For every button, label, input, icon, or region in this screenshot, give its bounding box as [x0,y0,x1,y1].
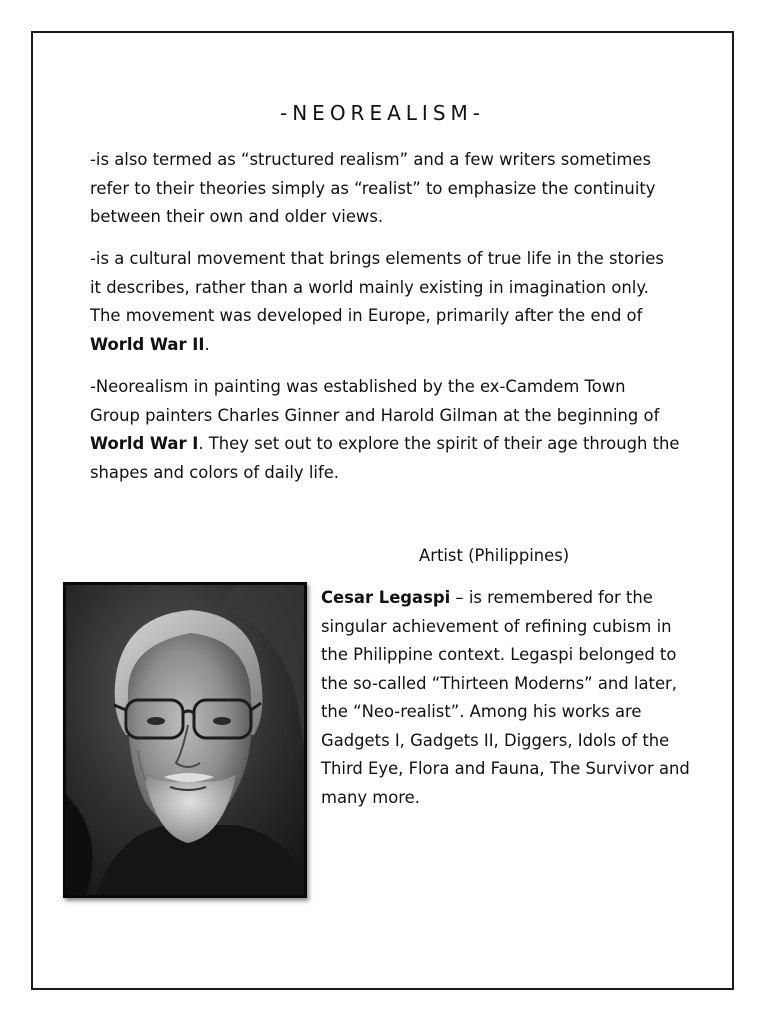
artist-description: – is remembered for the singular achievement of refining cubism in the Philippine context. Legaspi belonged to the so-called “Thirteen Moderns” and later, the “Neo-realist”. Among his works are Gadgets I, Gadgets II, Diggers, Idols of the Third Eye, Flora and Fauna, The Survivor and many more. [321,588,690,807]
artist-section-heading: Artist (Philippines) [419,546,570,565]
paragraph-structured-realism [90,146,680,232]
paragraph-text: -is also termed as “structured realism” and a few writers sometimes refer to their theories simply as “realist” to emphasize the continuity between their own and older views. [90,150,656,226]
document-title: -NEOREALISM- [280,101,485,125]
artist-portrait-photo [63,582,307,898]
paragraph-cultural-movement [90,245,680,359]
portrait-illustration [66,585,304,895]
paragraph-text: -is a cultural movement that brings elements of true life in the stories it describes, rather than a world mainly existing in imagination only. The movement was developed in Europe, primarily after the end of [90,249,664,325]
bold-term-world-war-ii: World War II [90,334,205,354]
artist-bio [321,584,691,812]
bold-term-world-war-i: World War I [90,434,199,453]
paragraph-text: -Neorealism in painting was established by the ex-Camdem Town Group painters Charles Ginner and Harold Gilman at the beginning of [90,377,660,425]
document-page [31,31,734,990]
artist-name: Cesar Legaspi [321,588,451,607]
paragraph-text-end: . [204,334,210,354]
paragraph-neorealism-painting [90,373,680,487]
paragraph-text-end: . They set out to explore the spirit of their age through the shapes and colors of daily life. [90,434,680,482]
